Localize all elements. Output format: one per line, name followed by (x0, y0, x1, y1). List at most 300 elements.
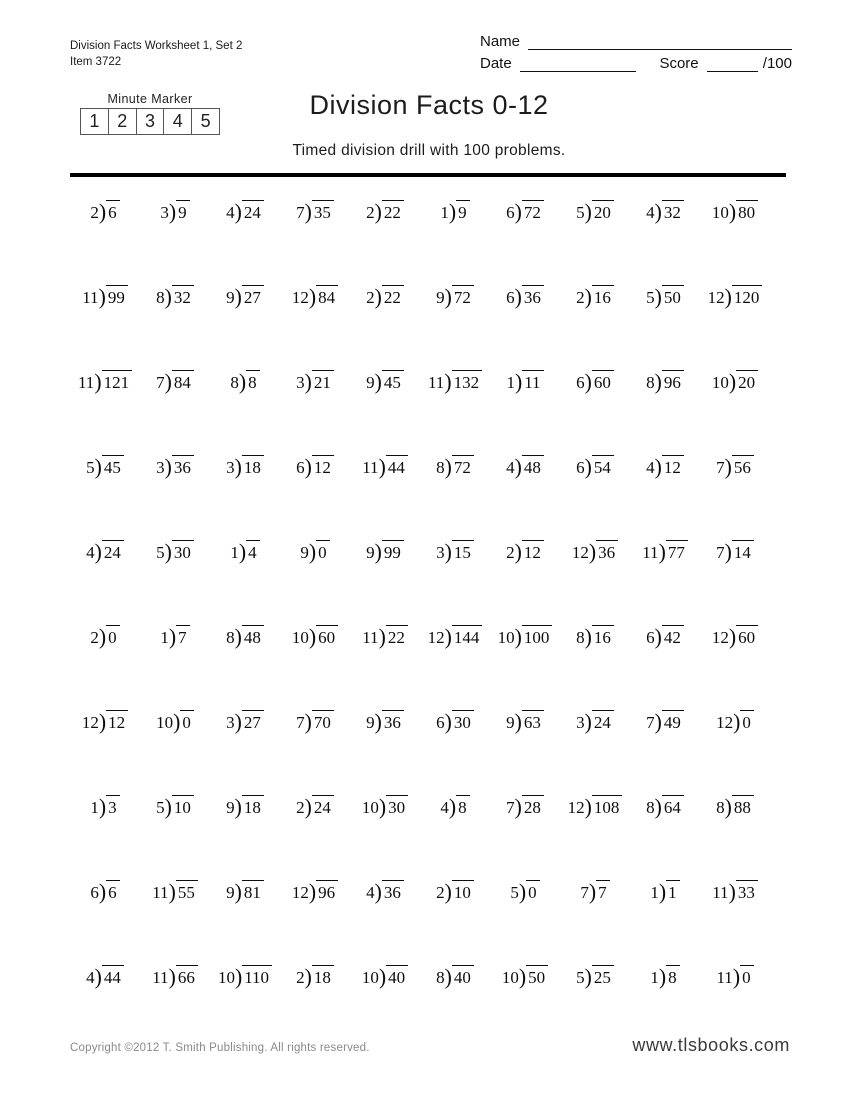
division-bracket: ) (654, 285, 662, 309)
division-problem (560, 621, 630, 648)
minute-cell-1: 1 (81, 109, 109, 134)
divisor: 2 (90, 203, 99, 222)
problem-row (70, 791, 770, 876)
divisor: 7 (646, 713, 655, 732)
division-bracket: ) (168, 625, 177, 649)
division-bracket: ) (164, 540, 172, 564)
division-bracket: ) (374, 285, 382, 309)
divisor: 3 (296, 373, 305, 392)
dividend: 12 (522, 540, 544, 563)
division-problem-text (716, 795, 754, 818)
division-problem-text (576, 710, 614, 733)
dividend: 120 (732, 285, 763, 308)
division-problem-text (230, 370, 259, 393)
dividend: 0 (526, 880, 540, 903)
division-problem-text (646, 370, 684, 393)
division-bracket: ) (654, 795, 662, 819)
problem-row (70, 196, 770, 281)
division-problem (420, 536, 490, 563)
divisor: 1 (230, 543, 239, 562)
dividend: 44 (102, 965, 124, 988)
division-problem-text (366, 200, 404, 223)
divisor: 4 (506, 458, 515, 477)
division-bracket: ) (733, 710, 741, 734)
division-problem-text (226, 455, 264, 478)
division-problem-text (90, 200, 119, 223)
divisor: 6 (506, 288, 515, 307)
division-problem-text (86, 540, 124, 563)
division-bracket: ) (584, 200, 592, 224)
division-problem-text (226, 285, 264, 308)
divisor: 8 (436, 458, 445, 477)
division-problem-text (82, 710, 128, 733)
dividend: 121 (102, 370, 133, 393)
division-bracket: ) (654, 625, 662, 649)
division-bracket: ) (308, 880, 317, 904)
divisor: 11 (362, 458, 379, 477)
dividend: 21 (312, 370, 334, 393)
division-problem-text (506, 795, 544, 818)
division-bracket: ) (514, 285, 522, 309)
division-bracket: ) (308, 285, 317, 309)
dividend: 28 (522, 795, 544, 818)
dividend: 36 (596, 540, 618, 563)
division-bracket: ) (374, 880, 382, 904)
divisor: 7 (716, 458, 725, 477)
divisor: 5 (156, 798, 165, 817)
division-problem-text (576, 625, 614, 648)
dividend: 0 (740, 710, 754, 733)
division-bracket: ) (654, 200, 662, 224)
division-problem (490, 621, 560, 648)
division-problem (350, 706, 420, 733)
dividend: 35 (312, 200, 334, 223)
dividend: 80 (736, 200, 758, 223)
dividend: 33 (736, 880, 758, 903)
division-bracket: ) (98, 200, 107, 224)
divisor: 9 (506, 713, 515, 732)
division-problem (70, 451, 140, 478)
dividend: 84 (316, 285, 338, 308)
division-bracket: ) (518, 880, 527, 904)
dividend: 8 (666, 965, 680, 988)
division-problem-text (366, 285, 404, 308)
dividend: 30 (172, 540, 194, 563)
division-bracket: ) (514, 540, 522, 564)
division-problem (350, 281, 420, 308)
division-problem-text (292, 285, 338, 308)
dividend: 12 (106, 710, 128, 733)
division-bracket: ) (444, 455, 452, 479)
division-problem-text (642, 540, 688, 563)
division-bracket: ) (164, 455, 172, 479)
divisor: 5 (510, 883, 519, 902)
dividend: 99 (382, 540, 404, 563)
date-label: Date (480, 55, 512, 72)
worksheet-header (70, 38, 242, 70)
divisor: 2 (576, 288, 585, 307)
divisor: 11 (152, 883, 169, 902)
division-problem-text (362, 965, 408, 988)
dividend: 44 (386, 455, 408, 478)
division-problem-text (78, 370, 132, 393)
divisor: 1 (650, 883, 659, 902)
dividend: 3 (106, 795, 120, 818)
division-problem (70, 876, 140, 903)
division-bracket: ) (584, 285, 592, 309)
division-problem-text (366, 710, 404, 733)
division-problem-text (292, 625, 338, 648)
division-bracket: ) (304, 795, 312, 819)
divisor: 12 (567, 798, 585, 817)
division-problem-text (646, 795, 684, 818)
division-problem-text (226, 625, 264, 648)
division-problem (70, 196, 140, 223)
division-bracket: ) (732, 965, 741, 989)
division-problem-text (506, 455, 544, 478)
division-bracket: ) (724, 795, 732, 819)
divisor: 7 (580, 883, 589, 902)
dividend: 84 (172, 370, 194, 393)
division-problem (420, 196, 490, 223)
division-problem (210, 451, 280, 478)
worksheet-title-line: Division Facts Worksheet 1, Set 2 (70, 40, 243, 52)
dividend: 9 (176, 200, 190, 223)
division-problem (140, 706, 210, 733)
division-bracket: ) (584, 370, 592, 394)
division-problem-text (82, 285, 128, 308)
division-problem (280, 196, 350, 223)
division-bracket: ) (304, 370, 312, 394)
divisor: 6 (576, 373, 585, 392)
division-problem (630, 366, 700, 393)
dividend: 99 (106, 285, 128, 308)
division-bracket: ) (238, 540, 247, 564)
divisor: 6 (506, 203, 515, 222)
divisor: 2 (436, 883, 445, 902)
division-problem-text (440, 200, 469, 223)
dividend: 100 (522, 625, 553, 648)
division-problem-text (436, 455, 474, 478)
dividend: 0 (316, 540, 330, 563)
division-problem (560, 281, 630, 308)
division-problem (560, 706, 630, 733)
divisor: 1 (650, 968, 659, 987)
division-problem-text (156, 795, 194, 818)
problem-row (70, 621, 770, 706)
division-problem (70, 706, 140, 733)
divisor: 9 (366, 543, 375, 562)
dividend: 10 (452, 880, 474, 903)
division-bracket: ) (658, 540, 666, 564)
division-bracket: ) (98, 880, 107, 904)
dividend: 42 (662, 625, 684, 648)
dividend: 22 (382, 285, 404, 308)
dividend: 18 (312, 965, 334, 988)
divisor: 12 (291, 288, 309, 307)
division-problem-text (296, 455, 334, 478)
division-problem (560, 961, 630, 988)
division-problem (280, 621, 350, 648)
division-bracket: ) (98, 710, 107, 734)
divisor: 7 (296, 203, 305, 222)
division-bracket: ) (308, 625, 317, 649)
divisor: 2 (366, 288, 375, 307)
division-bracket: ) (584, 625, 592, 649)
dividend: 49 (662, 710, 684, 733)
dividend: 25 (592, 965, 614, 988)
divisor: 3 (156, 458, 165, 477)
division-bracket: ) (514, 625, 522, 649)
problems-grid (70, 196, 770, 1046)
divisor: 3 (226, 713, 235, 732)
division-bracket: ) (588, 540, 597, 564)
division-problem (490, 961, 560, 988)
division-problem (490, 536, 560, 563)
minute-marker-label: Minute Marker (107, 92, 193, 106)
division-bracket: ) (724, 455, 732, 479)
division-problem-text (440, 795, 469, 818)
dividend: 72 (522, 200, 544, 223)
division-problem (280, 536, 350, 563)
division-problem (630, 536, 700, 563)
dividend: 4 (246, 540, 260, 563)
division-problem-text (160, 625, 189, 648)
divisor: 9 (226, 798, 235, 817)
dividend: 15 (452, 540, 474, 563)
dividend: 12 (312, 455, 334, 478)
dividend: 110 (242, 965, 272, 988)
division-bracket: ) (658, 965, 667, 989)
dividend: 0 (740, 965, 754, 988)
division-bracket: ) (584, 965, 592, 989)
division-problem-text (650, 880, 679, 903)
divisor: 8 (230, 373, 239, 392)
division-problem (420, 451, 490, 478)
divisor: 10 (501, 968, 519, 987)
division-bracket: ) (514, 200, 522, 224)
division-bracket: ) (374, 200, 382, 224)
division-problem-text (296, 965, 334, 988)
division-problem (630, 196, 700, 223)
student-info (480, 28, 792, 72)
divisor: 3 (436, 543, 445, 562)
divisor: 2 (90, 628, 99, 647)
minute-cell-4: 4 (164, 109, 192, 134)
dividend: 30 (452, 710, 474, 733)
dividend: 60 (316, 625, 338, 648)
division-problem (560, 876, 630, 903)
division-problem (490, 451, 560, 478)
divisor: 12 (81, 713, 99, 732)
divisor: 6 (90, 883, 99, 902)
division-problem (210, 706, 280, 733)
division-problem-text (716, 965, 753, 988)
division-problem (140, 366, 210, 393)
dividend: 22 (386, 625, 408, 648)
division-problem (210, 621, 280, 648)
divisor: 7 (506, 798, 515, 817)
score-label: Score (659, 55, 699, 72)
division-bracket: ) (514, 710, 522, 734)
divisor: 11 (427, 373, 445, 392)
division-problem-text (506, 370, 543, 393)
division-problem (140, 961, 210, 988)
division-problem-text (292, 880, 338, 903)
dividend: 63 (522, 710, 544, 733)
division-bracket: ) (588, 880, 597, 904)
divisor: 5 (156, 543, 165, 562)
dividend: 96 (662, 370, 684, 393)
divisor: 9 (226, 883, 235, 902)
score-blank-line (707, 55, 758, 72)
division-bracket: ) (94, 965, 102, 989)
dividend: 30 (386, 795, 408, 818)
division-problem (210, 281, 280, 308)
dividend: 72 (452, 455, 474, 478)
dividend: 14 (732, 540, 754, 563)
divisor: 11 (362, 628, 379, 647)
dividend: 8 (246, 370, 260, 393)
dividend: 36 (382, 880, 404, 903)
divisor: 10 (291, 628, 309, 647)
division-problem (700, 706, 770, 733)
division-problem-text (712, 880, 758, 903)
dividend: 144 (452, 625, 483, 648)
minute-cell-2: 2 (109, 109, 137, 134)
dividend: 32 (172, 285, 194, 308)
division-bracket: ) (374, 370, 382, 394)
division-problem (700, 366, 770, 393)
dividend: 55 (176, 880, 198, 903)
divisor: 4 (646, 203, 655, 222)
division-bracket: ) (234, 880, 242, 904)
date-score-row (480, 50, 792, 72)
division-problem (630, 451, 700, 478)
division-problem (140, 281, 210, 308)
dividend: 1 (666, 880, 680, 903)
division-problem (70, 621, 140, 648)
division-problem-text (646, 200, 684, 223)
divisor: 1 (506, 373, 515, 392)
division-problem-text (572, 540, 618, 563)
dividend: 50 (526, 965, 548, 988)
divisor: 9 (366, 713, 375, 732)
division-problem (630, 706, 700, 733)
division-problem (560, 536, 630, 563)
division-problem-text (646, 710, 684, 733)
division-problem (420, 706, 490, 733)
division-problem-text (712, 625, 758, 648)
division-problem-text (296, 795, 334, 818)
division-problem (210, 196, 280, 223)
dividend: 10 (172, 795, 194, 818)
divisor: 11 (77, 373, 95, 392)
divisor: 2 (366, 203, 375, 222)
copyright-text: Copyright ©2012 T. Smith Publishing. All rights reserved. (70, 1042, 370, 1054)
dividend: 36 (522, 285, 544, 308)
divisor: 7 (716, 543, 725, 562)
division-problem-text (502, 965, 548, 988)
division-problem (700, 196, 770, 223)
division-bracket: ) (378, 795, 387, 819)
divisor: 10 (497, 628, 515, 647)
division-bracket: ) (658, 880, 667, 904)
dividend: 16 (592, 625, 614, 648)
division-bracket: ) (514, 370, 523, 394)
division-problem-text (362, 455, 408, 478)
divisor: 11 (642, 543, 659, 562)
division-problem (210, 791, 280, 818)
division-bracket: ) (98, 285, 106, 309)
problem-row (70, 281, 770, 366)
divisor: 3 (160, 203, 169, 222)
item-number: Item 3722 (70, 56, 122, 69)
dividend: 12 (662, 455, 684, 478)
division-bracket: ) (724, 285, 732, 309)
minute-marker-boxes (80, 108, 220, 135)
divisor: 8 (716, 798, 725, 817)
division-problem (280, 961, 350, 988)
division-problem (70, 961, 140, 988)
division-problem (70, 536, 140, 563)
division-bracket: ) (654, 370, 662, 394)
divisor: 12 (571, 543, 589, 562)
division-bracket: ) (444, 540, 452, 564)
division-problem-text (366, 370, 404, 393)
division-problem-text (506, 285, 544, 308)
division-problem (700, 791, 770, 818)
minute-marker (80, 92, 220, 135)
division-problem (630, 791, 700, 818)
problem-row (70, 451, 770, 536)
dividend: 40 (386, 965, 408, 988)
division-problem-text (296, 370, 334, 393)
division-problem (700, 961, 770, 988)
division-bracket: ) (98, 625, 107, 649)
division-problem (280, 281, 350, 308)
divisor: 8 (646, 373, 655, 392)
dividend: 18 (242, 455, 264, 478)
division-problem (490, 281, 560, 308)
division-problem (560, 196, 630, 223)
name-blank-line (528, 33, 792, 50)
division-problem-text (506, 710, 544, 733)
division-problem-text (576, 370, 614, 393)
problem-row (70, 876, 770, 961)
division-problem (280, 451, 350, 478)
division-problem (490, 706, 560, 733)
dividend: 66 (176, 965, 198, 988)
divisor: 12 (707, 288, 725, 307)
name-row (480, 28, 792, 50)
division-problem-text (366, 880, 404, 903)
dividend: 18 (242, 795, 264, 818)
division-problem-text (156, 370, 194, 393)
division-problem-text (712, 370, 758, 393)
division-problem (490, 791, 560, 818)
division-problem-text (160, 200, 189, 223)
division-bracket: ) (304, 455, 312, 479)
division-bracket: ) (584, 455, 592, 479)
dividend: 77 (666, 540, 688, 563)
division-bracket: ) (234, 710, 242, 734)
division-problem-text (436, 710, 474, 733)
division-problem-text (226, 795, 264, 818)
divisor: 5 (576, 203, 585, 222)
divisor: 6 (436, 713, 445, 732)
division-problem (490, 366, 560, 393)
